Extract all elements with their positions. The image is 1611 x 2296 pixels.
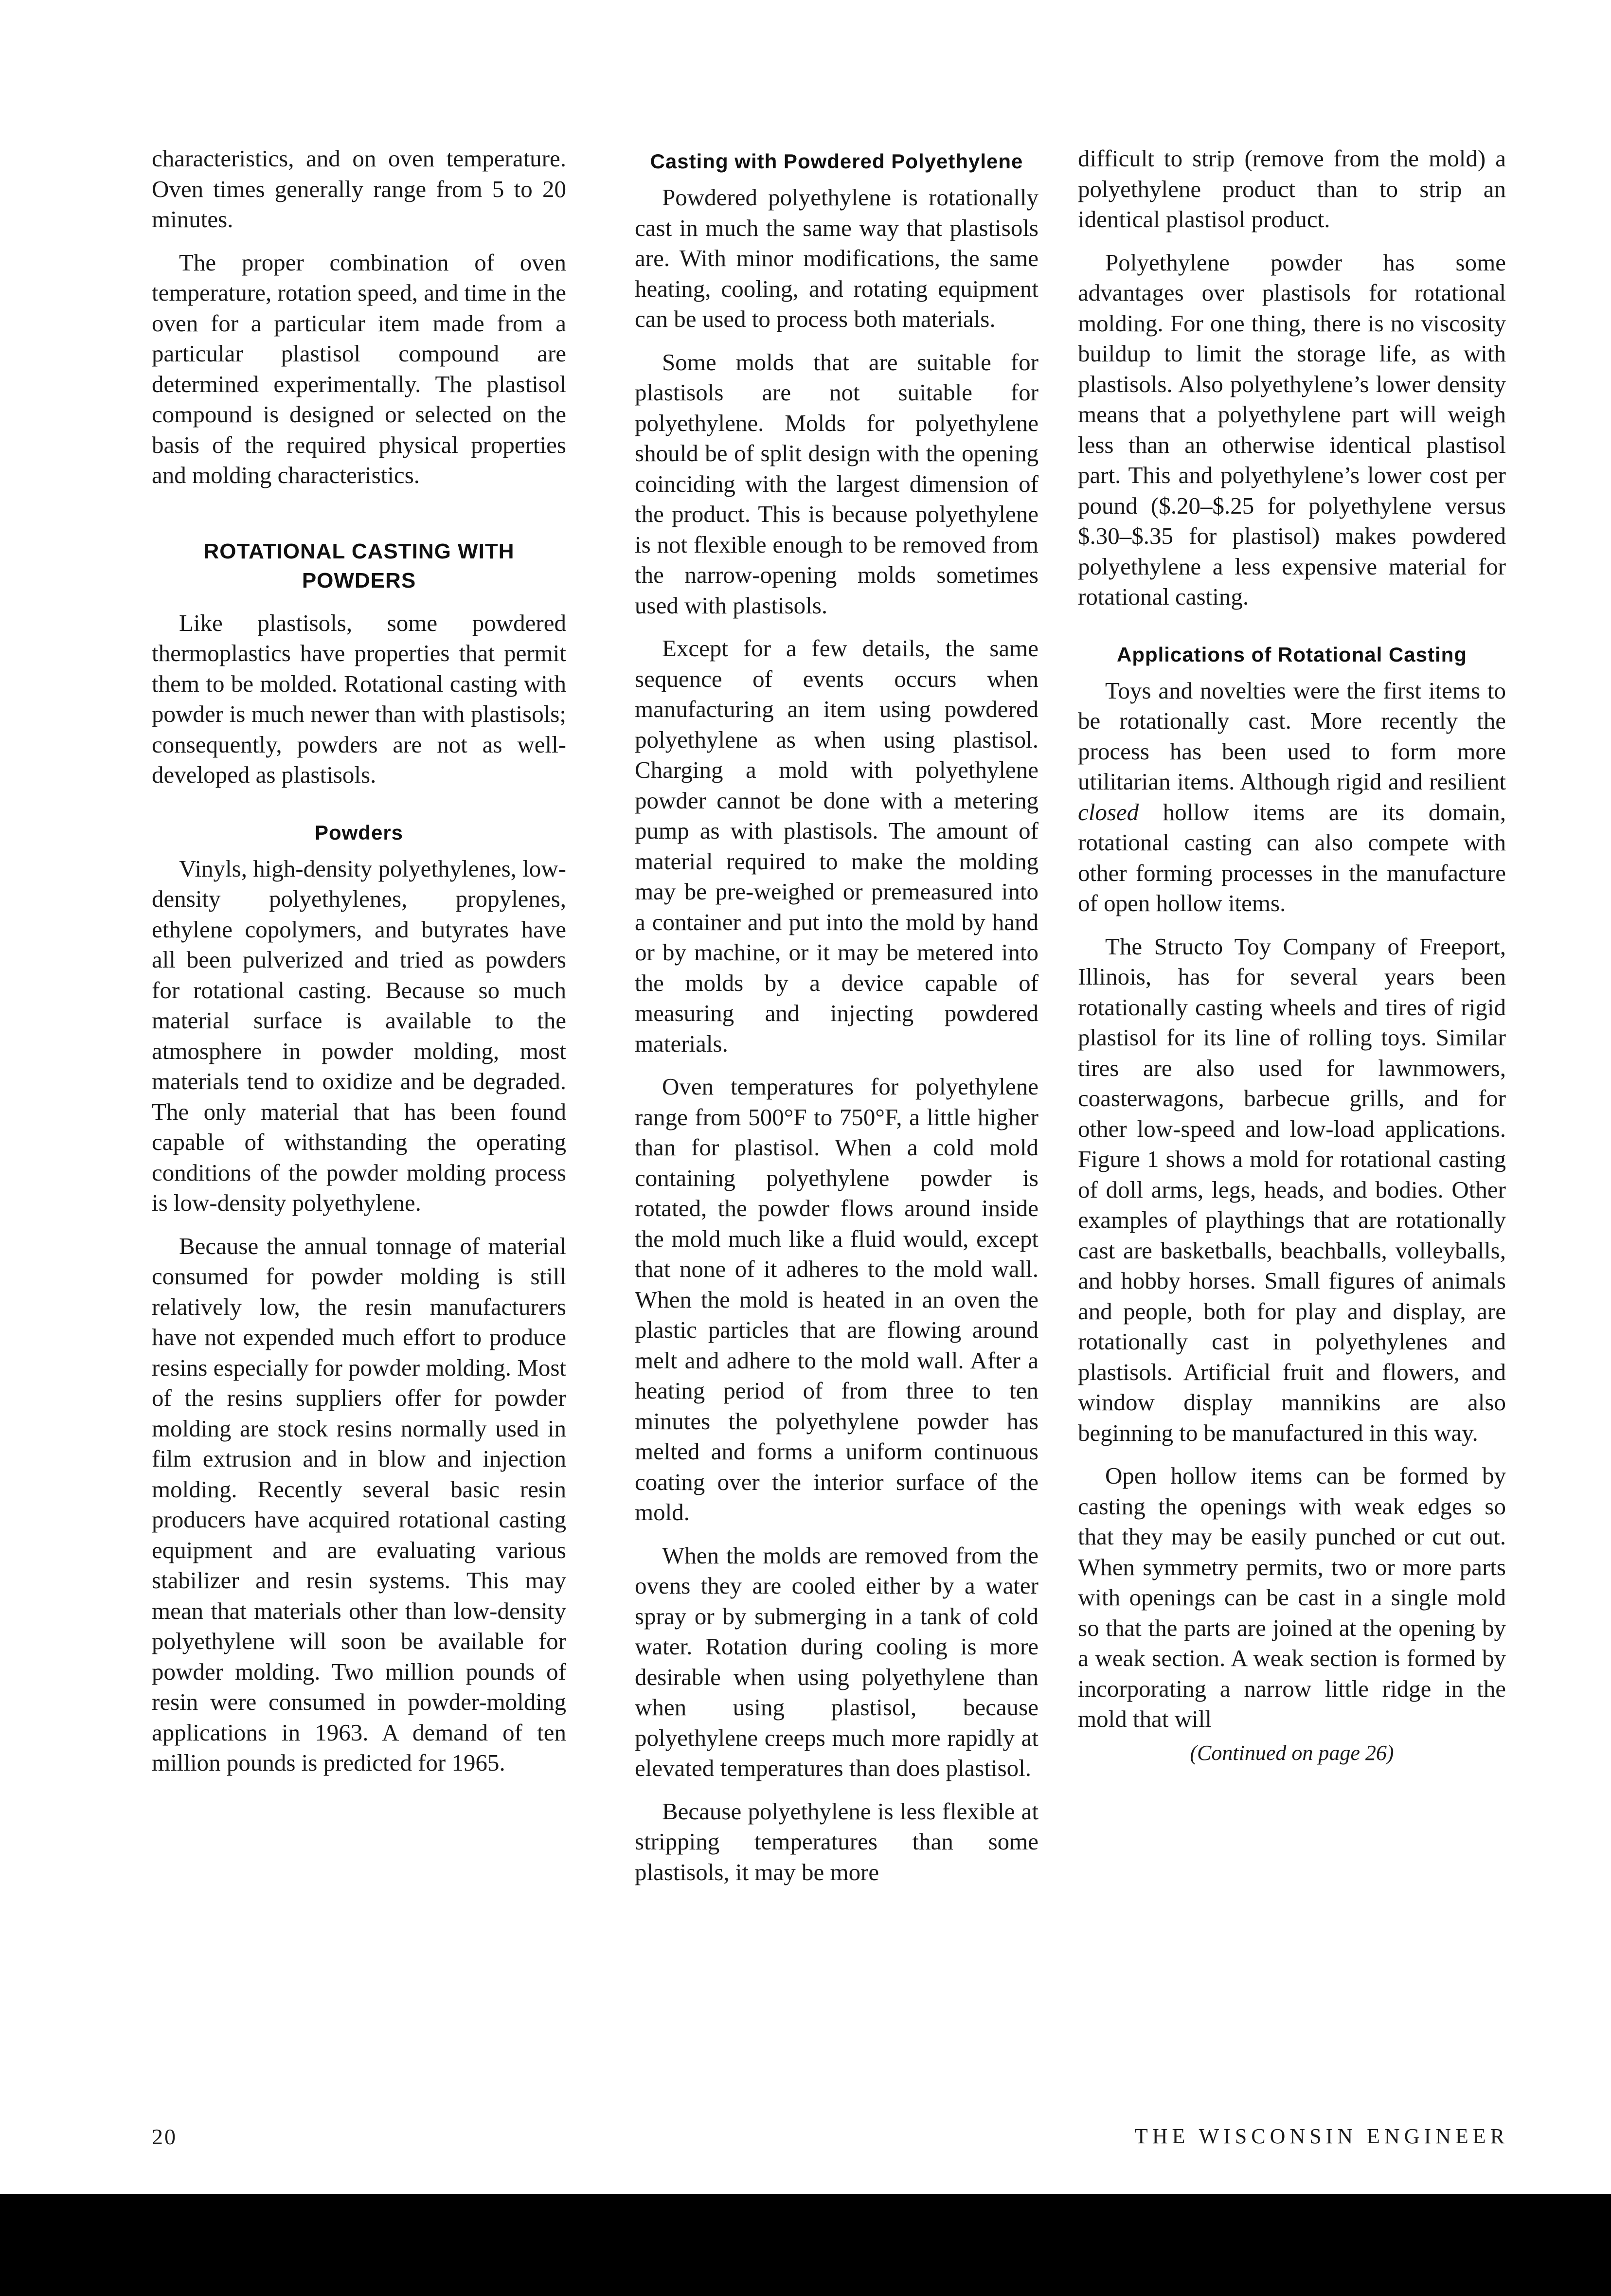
scan-border (0, 2194, 1611, 2296)
paragraph: Except for a few details, the same sequence of events occurs when manufacturing an item using powdered polyethylene as when using plastisol. Charging a mold with polyethylene powder cannot be done with a metering pump as with plastisols. The amount of material required to make the molding may be pre-weighed or premeasured into a container and put into the mold by hand or by machine, or it may be metered into the molds by a device capable of measuring and injecting powdered materials. (635, 635, 1038, 1057)
paragraph: Some molds that are suitable for plastisols are not suitable for polyethylene. Molds for polyethylene should be of split design with the opening coinciding with the largest dimension of the product. This is because polyethylene is not flexible enough to be removed from the narrow-opening molds sometimes used with plastisols. (635, 348, 1038, 619)
column-2 (635, 144, 1038, 1900)
paragraph: When the molds are removed from the ovens they are cooled either by a water spray or by submerging in a tank of cold water. Rotation during cooling is more desirable when using polyethylene than when using plastisol, because polyethylene creeps much more rapidly at elevated temperatures than does plastisol. (635, 1542, 1038, 1781)
running-title: THE WISCONSIN ENGINEER (1134, 2124, 1509, 2148)
paragraph: Powdered polyethylene is rotationally cast in much the same way that plastisols are. With minor modifications, the same heating, cooling, and rotating equipment can be used to process both materials. (635, 184, 1038, 332)
paragraph: Like plastisols, some powdered thermoplastics have properties that permit them to be molded. Rotational casting with powder is much newer than with plastisols; consequently, powders are not as well-developed as plastisols. (152, 609, 566, 788)
paragraph: The proper combination of oven temperature, rotation speed, and time in the oven for a particular item made from a particular plastisol compound are determined experimentally. The plastisol compound is designed or selected on the basis of the required physical properties and molding characteristics. (152, 249, 566, 488)
text-run: hollow items are its domain, rotational casting can also compete with other forming processes in the manufacture of open hollow items. (1078, 798, 1506, 916)
column-3 (1078, 144, 1506, 1765)
paragraph: The Structo Toy Company of Freeport, Illinois, has for several years been rotationally casting wheels and tires of rigid plastisol for its line of rolling toys. Similar tires are also used for lawnmowers, coasterwagons, barbecue grills, and for other low-speed and low-load applications. Figure 1 shows a mold for rotational casting of doll arms, legs, heads, and bodies. Other examples of playthings that are rotationally cast are basketballs, beachballs, volleyballs, and hobby horses. Small figures of animals and people, both for play and display, are rotationally cast in polyethylenes and plastisols. Artificial fruit and flowers, and window display mannikins are also beginning to be manufactured in this way. (1078, 933, 1506, 1446)
paragraph: Open hollow items can be formed by casting the openings with weak edges so that they may be easily punched or cut out. When symmetry permits, two or more parts with openings can be cast in a single mold so that the parts are joined at the opening by a weak section. A weak section is formed by incorporating a narrow little ridge in the mold that will (1078, 1462, 1506, 1732)
paragraph: characteristics, and on oven temperature. Oven times generally range from 5 to 20 minutes. (152, 145, 566, 233)
paragraph: Because polyethylene is less flexible at stripping temperatures than some plastisols, it may be more (635, 1797, 1038, 1885)
paragraph: Because the annual tonnage of material consumed for powder molding is still relatively low, the resin manufacturers have not expended much effort to produce resins especially for powder molding. Most of the resins suppliers offer for powder molding are stock resins normally used in film extrusion and in blow and injection molding. Recently several basic resin producers have acquired rotational casting equipment and are evaluating various stabilizer and resin systems. This may mean that materials other than low-density polyethylene will soon be available for powder molding. Two million pounds of resin were consumed in powder-molding applications in 1963. A demand of ten million pounds is predicted for 1965. (152, 1232, 566, 1776)
emphasis-closed: closed (1078, 798, 1139, 825)
section-heading-rotational-casting: ROTATIONAL CASTING WITH POWDERS (203, 539, 515, 592)
paragraph (1078, 676, 1506, 919)
page-number: 20 (152, 2124, 177, 2149)
paragraph: Oven temperatures for polyethylene range from 500°F to 750°F, a little higher than for plastisol. When a cold mold containing polyethylene powder is rotated, the powder flows around inside the mold much like a fluid would, except that none of it adheres to the mold wall. When the mold is heated in an oven the plastic particles that are flowing around melt and adhere to the mold wall. After a heating period of from three to ten minutes the polyethylene powder has melted and forms a uniform continuous coating over the interior surface of the mold. (635, 1073, 1038, 1525)
subheading-applications: Applications of Rotational Casting (1116, 643, 1467, 666)
paragraph: Polyethylene powder has some advantages over plastisols for rotational molding. For one thing, there is no viscosity buildup to limit the storage life, as with plastisols. Also polyethylene’s lower density means that a polyethylene part will weigh less than an otherwise identical plastisol part. This and polyethylene’s lower cost per pound ($.20–$.25 for polyethylene versus $.30–$.35 for plastisol) makes powdered polyethylene a less expensive material for rotational casting. (1078, 249, 1506, 610)
subheading-powders: Powders (314, 821, 404, 844)
paragraph: Vinyls, high-density polyethylenes, low-density polyethylenes, propylenes, ethylene copolymers, and butyrates have all been pulverized and tried as powders for rotational casting. Because so much material surface is available to the atmosphere in powder molding, most materials tend to oxidize and be degraded. The only material that has been found capable of withstanding the operating conditions of the powder molding process is low-density polyethylene. (152, 855, 566, 1216)
column-1 (152, 144, 566, 1791)
subheading-casting-powdered-polyethylene: Casting with Powdered Polyethylene (650, 150, 1023, 173)
paragraph: difficult to strip (remove from the mold) a polyethylene product than to strip an identical plastisol product. (1078, 145, 1506, 233)
text-run: Toys and novelties were the first items to be rotationally cast. More recently the process has been used to form more utilitarian items. Although rigid and resilient (1078, 677, 1506, 795)
continued-note: (Continued on page 26) (1190, 1740, 1394, 1765)
